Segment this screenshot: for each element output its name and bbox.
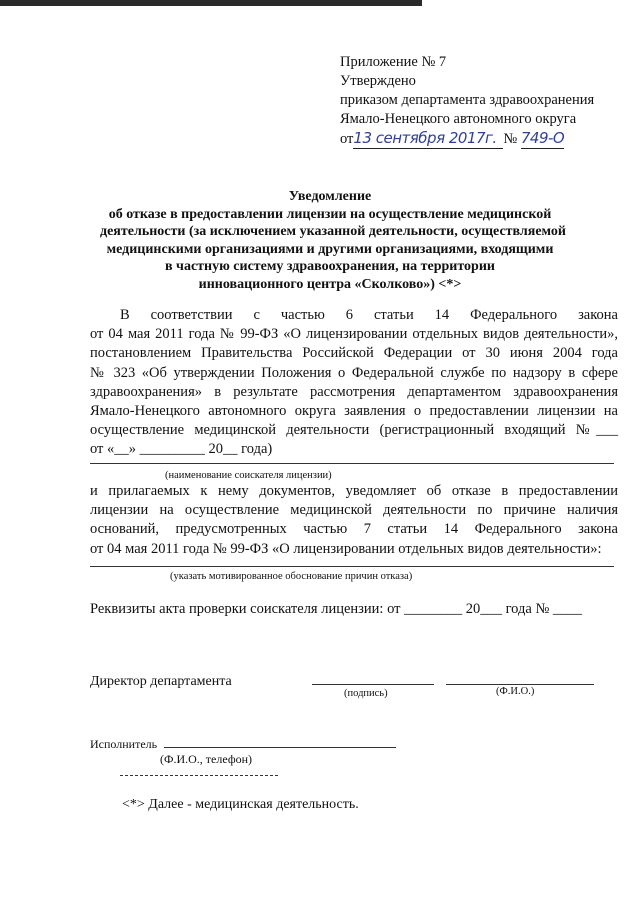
director-label: Директор департамента: [90, 674, 232, 689]
executor-line: [164, 747, 396, 748]
title-line: деятельности (за исключением указанной деятельности, осуществляемой: [100, 224, 566, 239]
paragraph-line: лицензии на осуществление медицинской деятельности по причине наличия: [90, 502, 618, 519]
paragraph-line: от 04 мая 2011 года № 99-ФЗ «О лицензировании отдельных видов деятельности»:: [90, 540, 602, 557]
region-name: Ямало-Ненецкого автономного округа: [340, 111, 577, 127]
title-line: Уведомление: [288, 189, 372, 204]
reason-caption: (указать мотивированное обоснование причин отказа): [170, 571, 413, 582]
executor-label: Исполнитель: [90, 737, 158, 751]
number-label: №: [503, 131, 518, 147]
paragraph-line: здравоохранения» в результате рассмотрения департаментом здравоохранения: [90, 383, 618, 400]
paragraph-grounds: [90, 306, 618, 460]
paragraph-line: от «__» _________ 20__ года): [90, 441, 273, 458]
scan-top-edge: [0, 0, 422, 6]
paragraph-line: оснований, предусмотренных частью 7 статьи 14 Федерального закона: [90, 521, 618, 538]
applicant-name-line: [90, 463, 614, 464]
document-title: [100, 188, 566, 293]
title-line: инновационного центра «Сколково») <*>: [198, 276, 462, 292]
order-of-department: приказом департамента здравоохранения: [340, 92, 595, 108]
handwritten-date: 13 сентября 2017г.: [353, 129, 503, 149]
paragraph-line: осуществление медицинской деятельности (регистрационный входящий №___: [90, 422, 618, 439]
title-line: медицинскими организациями и другими организациями, входящими: [106, 241, 554, 257]
signature-caption: (подпись): [344, 688, 388, 699]
paragraph-line: Ямало-Ненецкого автономного округа заявления о предоставлении лицензии на: [90, 403, 618, 420]
title-line: об отказе в предоставлении лицензии на осуществление медицинской: [108, 206, 552, 222]
name-line: [446, 684, 594, 685]
handwritten-order-number: 749-О: [520, 129, 565, 147]
approval-block: [340, 53, 594, 149]
footnote-separator: [120, 775, 278, 776]
appendix-number: Приложение № 7: [340, 54, 447, 70]
paragraph-line: В соответствии с частью 6 статьи 14 Федерального закона: [120, 307, 618, 323]
paragraph-line: № 323 «Об утверждении Положения о Федеральной службе по надзору в сфере: [90, 364, 618, 381]
from-prefix: от: [340, 131, 354, 147]
reason-line: [90, 566, 614, 567]
paragraph-line: и прилагаемых к нему документов, уведомляет об отказе в предоставлении: [90, 483, 618, 499]
paragraph-refusal: [90, 482, 618, 559]
approved-label: Утверждено: [340, 73, 416, 89]
footnote: <*> Далее - медицинская деятельность.: [122, 797, 359, 812]
paragraph-line: от 04 мая 2011 года № 99-ФЗ «О лицензировании отдельных видов деятельности»,: [90, 326, 618, 343]
order-date-number-line: [340, 129, 594, 149]
title-line: в частную систему здравоохранения, на территории: [165, 259, 495, 274]
name-caption: (Ф.И.О.): [496, 686, 535, 697]
paragraph-line: постановлением Правительства Российской Федерации от 30 июня 2004 года: [90, 345, 618, 362]
executor-caption: (Ф.И.О., телефон): [160, 752, 253, 766]
inspection-act-line: Реквизиты акта проверки соискателя лицензии: от ________ 20___ года № ____: [90, 601, 582, 617]
applicant-caption: (наименование соискателя лицензии): [165, 470, 332, 481]
signature-line: [312, 684, 434, 685]
